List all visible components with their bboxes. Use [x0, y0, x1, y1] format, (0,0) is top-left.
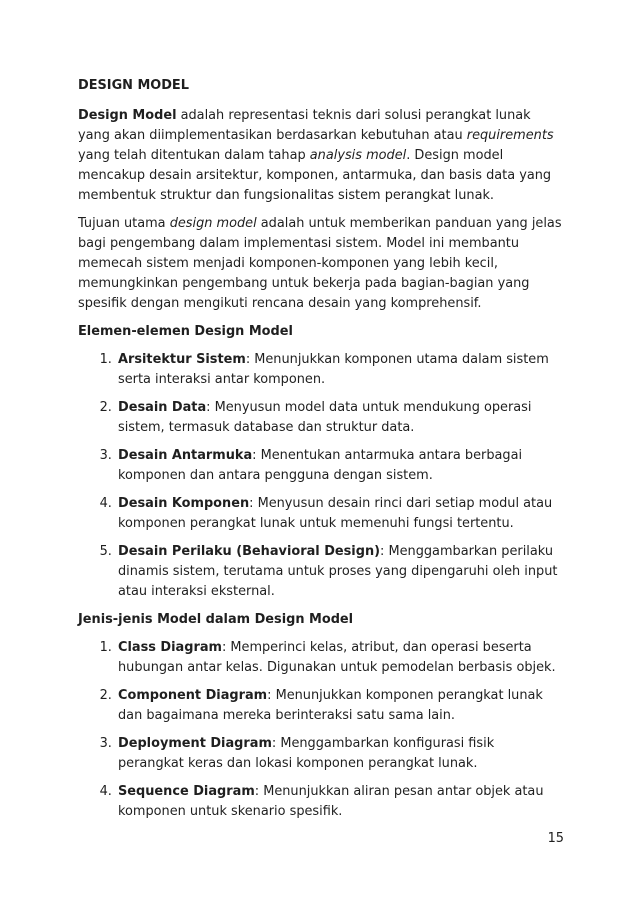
item-term: Arsitektur Sistem: [118, 352, 246, 367]
item-term: Sequence Diagram: [118, 784, 255, 799]
item-term: Desain Komponen: [118, 496, 250, 511]
intro-text-2: yang telah ditentukan dalam tahap: [78, 148, 310, 163]
item-desc: : Menyusun desain rinci dari setiap modul atau komponen perangkat lunak untuk memenuhi fungsi tertentu.: [118, 496, 553, 531]
types-list: [78, 638, 564, 822]
item-desc: : Menunjukkan komponen perangkat lunak dan bagaimana mereka berinteraksi satu sama lain.: [118, 688, 543, 723]
list-item: [116, 686, 564, 726]
types-heading: Jenis-jenis Model dalam Design Model: [78, 612, 354, 627]
purpose-text-2: adalah untuk memberikan panduan yang jelas bagi pengembang dalam implementasi sistem. Model ini membantu memecah sistem menjadi komponen-komponen yang lebih kecil, memungkinkan pengembang untuk bekerja pada bagian-bagian yang spesifik dengan mengikuti rencana desain yang komprehensif.: [78, 216, 562, 311]
item-desc: : Menggambarkan konfigurasi fisik perangkat keras dan lokasi komponen perangkat lunak.: [118, 736, 495, 771]
elements-heading: Elemen-elemen Design Model: [78, 324, 293, 339]
section-title: DESIGN MODEL: [78, 78, 189, 93]
item-desc: : Menyusun model data untuk mendukung operasi sistem, termasuk database dan struktur data.: [118, 400, 532, 435]
purpose-paragraph: [78, 214, 564, 314]
item-term: Desain Antarmuka: [118, 448, 253, 463]
list-item: [116, 542, 564, 602]
intro-text-3: . Design model mencakup desain arsitektur, komponen, antarmuka, dan basis data yang membentuk struktur dan fungsionalitas sistem perangkat lunak.: [78, 148, 552, 203]
item-term: Class Diagram: [118, 640, 222, 655]
purpose-text-1: Tujuan utama: [78, 216, 170, 231]
item-desc: : Menunjukkan aliran pesan antar objek atau komponen untuk skenario spesifik.: [118, 784, 544, 819]
intro-term: Design Model: [78, 108, 177, 123]
list-item: [116, 638, 564, 678]
purpose-italic: design model: [169, 216, 257, 231]
item-desc: : Menggambarkan perilaku dinamis sistem, terutama untuk proses yang dipengaruhi oleh input atau interaksi eksternal.: [118, 544, 558, 599]
page-number: 15: [547, 831, 564, 846]
intro-italic-1: requirements: [466, 128, 554, 143]
item-term: Desain Perilaku (Behavioral Design): [118, 544, 381, 559]
list-item: [116, 782, 564, 822]
item-term: Component Diagram: [118, 688, 268, 703]
elements-list: [78, 350, 564, 602]
list-item: [116, 398, 564, 438]
intro-paragraph: [78, 106, 564, 206]
list-item: [116, 734, 564, 774]
item-desc: : Memperinci kelas, atribut, dan operasi beserta hubungan antar kelas. Digunakan untuk pemodelan berbasis objek.: [118, 640, 556, 675]
item-term: Deployment Diagram: [118, 736, 272, 751]
item-desc: : Menentukan antarmuka antara berbagai komponen dan antara pengguna dengan sistem.: [118, 448, 523, 483]
intro-text-1: adalah representasi teknis dari solusi perangkat lunak yang akan diimplementasikan berdasarkan kebutuhan atau: [78, 108, 531, 143]
item-term: Desain Data: [118, 400, 207, 415]
document-page: [78, 76, 564, 830]
item-desc: : Menunjukkan komponen utama dalam sistem serta interaksi antar komponen.: [118, 352, 549, 387]
intro-italic-2: analysis model: [309, 148, 407, 163]
list-item: [116, 494, 564, 534]
list-item: [116, 350, 564, 390]
list-item: [116, 446, 564, 486]
